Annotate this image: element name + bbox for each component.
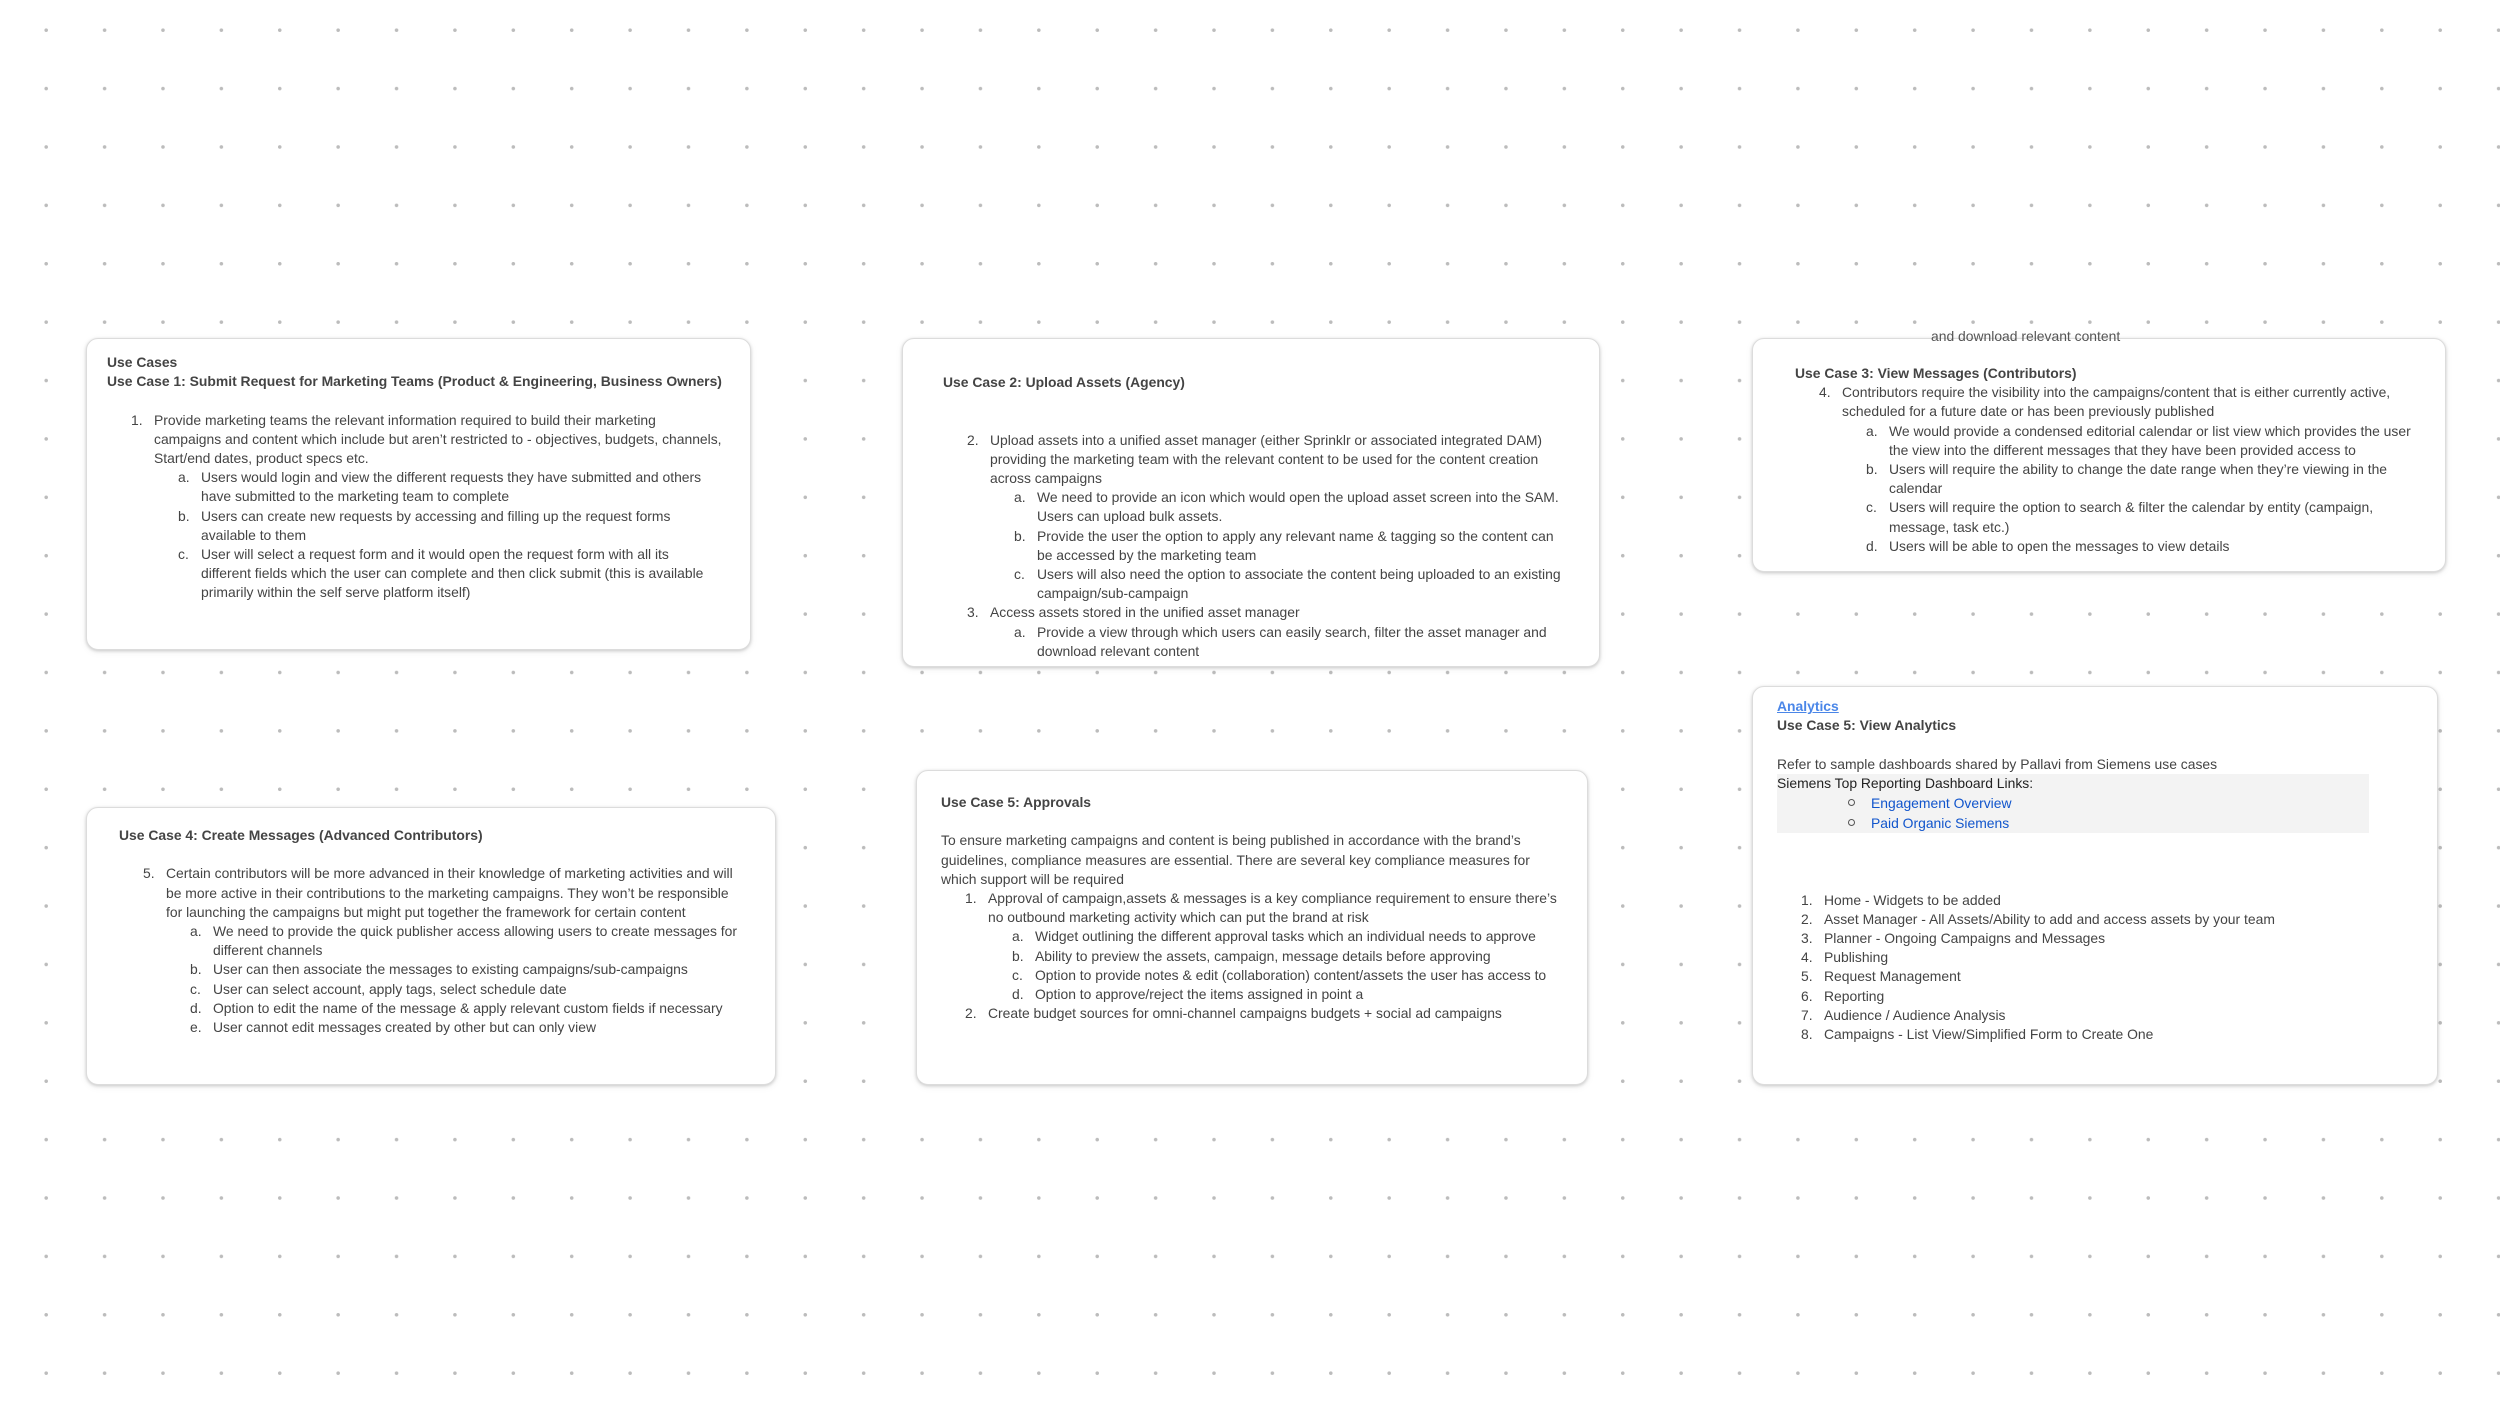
list-item: 2. Asset Manager - All Assets/Ability to add and access assets by your team [1801,910,2275,927]
list-item: 5. Request Management [1801,968,1961,985]
list-item: 1. Approval of campaign,assets & messages is a key compliance requirement to ensure there’s no outbound marketing activity which can put the brand at risk [965,890,1557,926]
list-item: e. User cannot edit messages created by other but can only view [190,1019,596,1036]
paid-organic-siemens-link[interactable]: Paid Organic Siemens [1871,815,2010,831]
list-item: 2. Create budget sources for omni-channel campaigns budgets + social ad campaigns [965,1005,1502,1022]
list-item: d. Option to edit the name of the message & apply relevant custom fields if necessary [190,999,723,1016]
list-item: 3. Planner - Ongoing Campaigns and Messages [1801,929,2106,946]
card-title: Use Case 2: Upload Assets (Agency) [943,374,1185,390]
list-item: a. Provide a view through which users can easily search, filter the asset manager and download relevant content [1014,623,1547,659]
card-title: Use Case 3: View Messages (Contributors) [1795,365,2077,381]
list-item: b. User can then associate the messages to existing campaigns/sub-campaigns [190,961,688,978]
bullet-icon [1848,799,1855,806]
list-item: d. Users will be able to open the messages to view details [1866,537,2230,554]
list-item: 4. Publishing [1801,949,1889,966]
list-item: b. Users will require the ability to change the date range when they’re viewing in the calendar [1866,461,2388,497]
list-item: b. Ability to preview the assets, campaign, message details before approving [1012,947,1491,964]
list-item: 7. Audience / Audience Analysis [1801,1006,2006,1023]
list-item: d. Option to approve/reject the items assigned in point a [1012,986,1364,1003]
list-item: 1. Provide marketing teams the relevant information required to build their marketing campaigns and content which include but aren’t restricted to - objectives, budgets, channels, Start/end dates, product specs etc. [131,411,722,466]
use-case-5-approvals-card[interactable] [916,770,1588,1085]
dashboard-links-box [1777,774,2369,833]
analytics-link[interactable]: Analytics [1777,698,1839,714]
list-item: b. Provide the user the option to apply any relevant name & tagging so the content can be accessed by the marketing team [1014,527,1554,563]
overflow-text: and download relevant content [1931,328,2121,344]
list-item: a. We need to provide the quick publisher access allowing users to create messages for different channels [190,923,738,959]
list-item: 3. Access assets stored in the unified asset manager [967,604,1300,621]
list-item: c. User can select account, apply tags, select schedule date [190,980,567,997]
refer-text: Refer to sample dashboards shared by Pallavi from Siemens use cases [1777,755,2218,772]
list-item: a. We need to provide an icon which would open the upload asset screen into the SAM. Users can upload bulk assets. [1014,489,1559,525]
use-case-2-card[interactable] [902,338,1600,667]
list-item: c. Users will also need the option to associate the content being uploaded to an existing campaign/sub-campaign [1014,566,1561,602]
use-cases-heading: Use Cases [107,354,178,370]
list-item: 6. Reporting [1801,987,1885,1004]
list-item: c. Option to provide notes & edit (collaboration) content/assets the user has access to [1012,966,1547,983]
list-item: 1. Home - Widgets to be added [1801,891,2001,908]
list-item [1777,793,2369,813]
card-title: Use Case 1: Submit Request for Marketing Teams (Product & Engineering, Business Owners) [107,373,722,390]
list-item [1777,813,2369,833]
list-item: c. User will select a request form and it would open the request form with all its different fields which the user can complete and then click submit (this is available primarily within the self serve platform itself) [178,546,704,601]
list-item: a. Users would login and view the different requests they have submitted and others have submitted to the marketing team to complete [178,469,702,505]
intro-paragraph: To ensure marketing campaigns and content is being published in accordance with the brand’s guidelines, compliance measures are essential. There are several key compliance measures for which support will be required [941,832,1530,887]
card-title: Use Case 4: Create Messages (Advanced Contributors) [119,827,483,843]
use-case-3-card[interactable] [1752,328,2446,572]
list-item: c. Users will require the option to search & filter the calendar by entity (campaign, message, task etc.) [1866,499,2374,535]
list-item: b. Users can create new requests by accessing and filling up the request forms available to them [178,507,671,543]
card-title: Use Case 5: Approvals [941,794,1092,810]
list-item: a. We would provide a condensed editorial calendar or list view which provides the user the view into the different messages that they have been provided access to [1866,422,2411,458]
use-case-4-card[interactable] [86,807,776,1085]
list-item: a. Widget outlining the different approval tasks which an individual needs to approve [1012,928,1536,945]
bullet-icon [1848,819,1855,826]
card-title: Use Case 5: View Analytics [1777,717,1957,734]
list-item: 2. Upload assets into a unified asset manager (either Sprinklr or associated integrated DAM) providing the marketing team with the relevant content to be used for the content creation across campaigns [967,431,1543,486]
engagement-overview-link[interactable]: Engagement Overview [1871,795,2012,811]
use-case-5-analytics-card[interactable] [1752,686,2438,1085]
use-case-1-card[interactable] [86,338,751,650]
links-heading: Siemens Top Reporting Dashboard Links: [1777,774,2034,791]
list-item: 4. Contributors require the visibility into the campaigns/content that is either currently active, scheduled for a future date or has been previously published [1819,384,2391,420]
list-item: 8. Campaigns - List View/Simplified Form to Create One [1801,1025,2154,1042]
list-item: 5. Certain contributors will be more advanced in their knowledge of marketing activities and will be more active in their contributions to the marketing campaigns. They won’t be responsible for launching the campaigns but might put together the framework for certain content [143,865,733,920]
